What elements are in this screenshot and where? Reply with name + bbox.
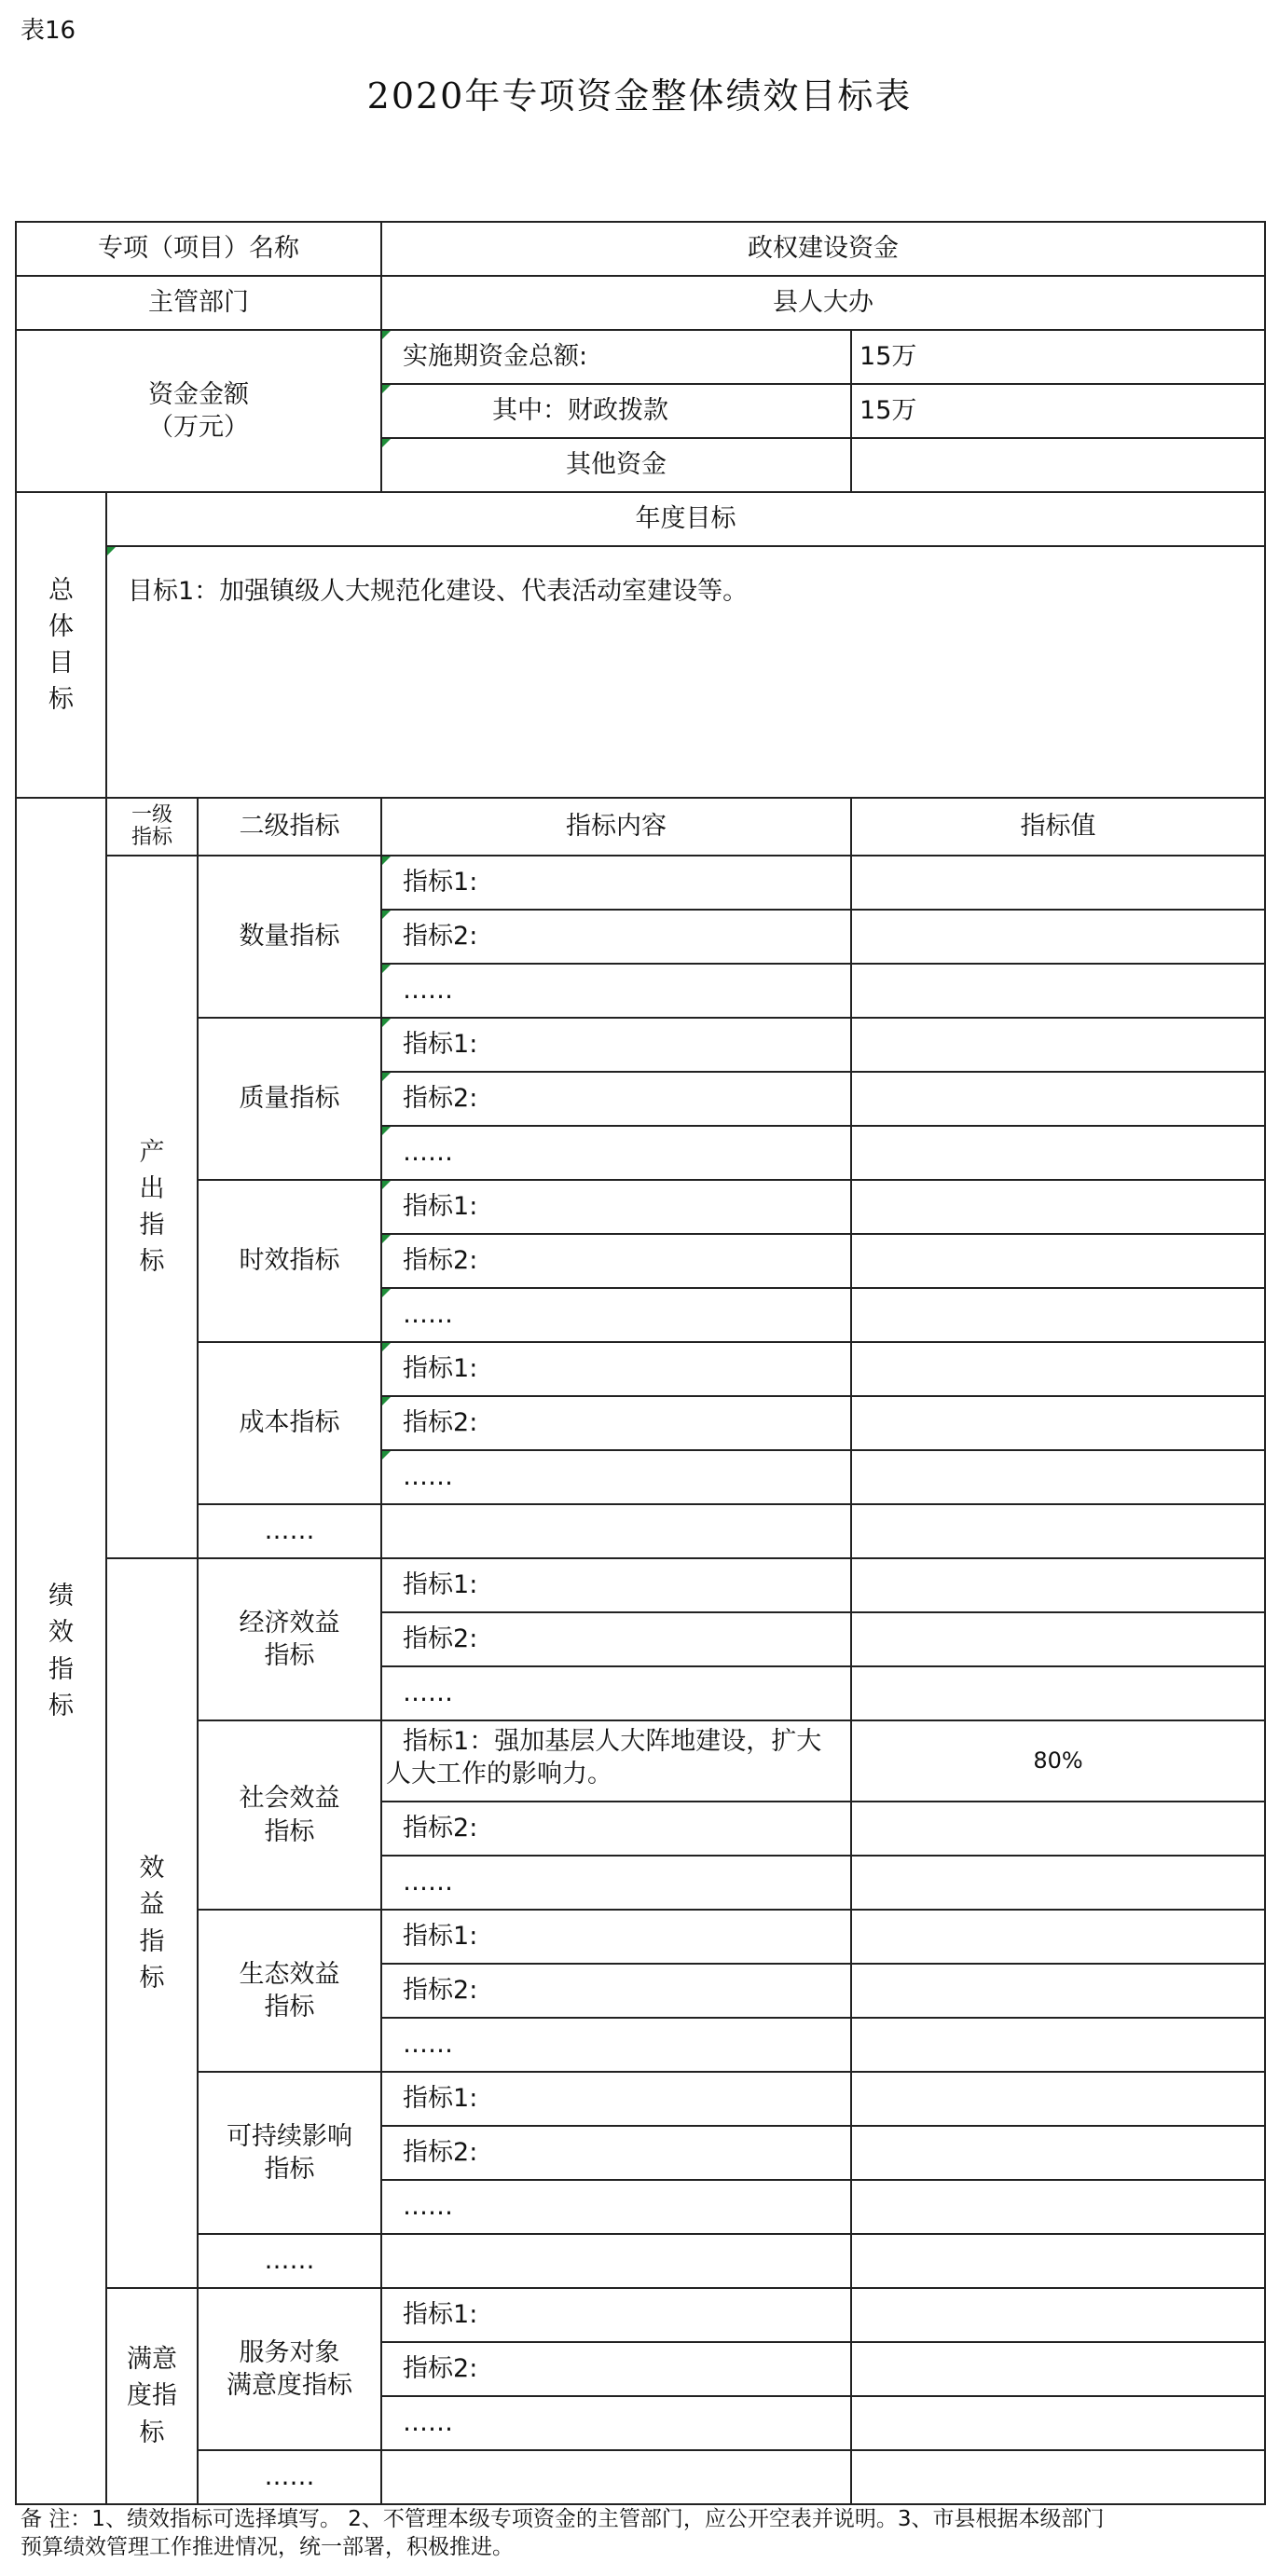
fund-amount-label xyxy=(16,330,381,492)
level2-header: 二级指标 xyxy=(198,798,381,856)
metric-item: …… xyxy=(381,1126,851,1180)
metric-row xyxy=(16,1910,1265,1964)
metrics-header-row xyxy=(16,798,1265,856)
metric-value xyxy=(851,1612,1265,1666)
quality-metrics-label: 质量指标 xyxy=(198,1018,381,1180)
level2-ellipsis: …… xyxy=(198,2450,381,2504)
metric-value xyxy=(851,2180,1265,2234)
metric-value xyxy=(851,1072,1265,1126)
overall-goal-char: 总 xyxy=(48,575,74,605)
department-label: 主管部门 xyxy=(16,276,381,330)
benefit-label-char: 益 xyxy=(139,1890,165,1920)
benefit-label-char: 指 xyxy=(139,1926,165,1956)
metric-item xyxy=(381,2450,851,2504)
department-value: 县人大办 xyxy=(381,276,1265,330)
metric-value xyxy=(851,1126,1265,1180)
metric-item: …… xyxy=(381,2180,851,2234)
metric-value xyxy=(851,2450,1265,2504)
metric-value xyxy=(851,1396,1265,1450)
metrics-label-char: 绩 xyxy=(48,1582,74,1611)
metric-value xyxy=(851,1450,1265,1504)
metrics-label-char: 效 xyxy=(48,1618,74,1648)
annual-goal-row xyxy=(16,546,1265,798)
label-line: 服务对象 xyxy=(239,2337,340,2367)
metric-item: 指标2: xyxy=(381,1964,851,2018)
metric-item: …… xyxy=(381,1856,851,1910)
label-line: 指标 xyxy=(264,1641,315,1670)
label-line: 满意 xyxy=(127,2345,177,2375)
department-row xyxy=(16,276,1265,330)
output-label-char: 产 xyxy=(139,1137,165,1167)
metric-value xyxy=(851,1666,1265,1720)
service-satisfaction-label xyxy=(198,2288,381,2450)
metric-row xyxy=(16,1720,1265,1802)
level1-header-line2: 指标 xyxy=(131,826,172,849)
metric-value xyxy=(851,2234,1265,2288)
label-line: 指标 xyxy=(264,1816,315,1846)
metric-value xyxy=(851,1964,1265,2018)
metric-value xyxy=(851,1910,1265,1964)
metric-value xyxy=(851,1288,1265,1342)
metric-item: 指标1: xyxy=(381,1180,851,1234)
metric-row xyxy=(16,2072,1265,2126)
metric-item: 指标1: xyxy=(381,856,851,910)
metric-value xyxy=(851,1856,1265,1910)
label-line: 满意度指标 xyxy=(227,2371,353,2400)
metric-item: 指标1: xyxy=(381,2288,851,2342)
label-line: 标 xyxy=(139,2418,165,2447)
timeliness-metrics-label: 时效指标 xyxy=(198,1180,381,1342)
benefit-label-char: 效 xyxy=(139,1854,165,1884)
total-fund-label: 实施期资金总额: xyxy=(381,330,851,384)
output-label-char: 出 xyxy=(139,1173,165,1203)
social-benefit-label xyxy=(198,1720,381,1910)
metric-value xyxy=(851,2288,1265,2342)
level1-header-line1: 一级 xyxy=(131,802,172,827)
metric-value xyxy=(851,1504,1265,1558)
document-title: 2020年专项资金整体绩效目标表 xyxy=(366,75,913,116)
metric-item: 指标2: xyxy=(381,1072,851,1126)
level1-header xyxy=(106,798,198,856)
metric-item: 指标2: xyxy=(381,2342,851,2396)
metric-item: 指标1: xyxy=(381,1558,851,1612)
level2-ellipsis: …… xyxy=(198,1504,381,1558)
metric-row xyxy=(16,2234,1265,2288)
metric-value xyxy=(851,910,1265,964)
metric-value xyxy=(851,2018,1265,2072)
label-line: 社会效益 xyxy=(239,1784,340,1814)
fund-total-row xyxy=(16,330,1265,384)
fiscal-fund-label: 其中：财政拨款 xyxy=(381,384,851,438)
project-name-label: 专项（项目）名称 xyxy=(16,222,381,276)
metric-row xyxy=(16,1558,1265,1612)
metric-value xyxy=(851,2126,1265,2180)
project-name-row xyxy=(16,222,1265,276)
metric-row xyxy=(16,2288,1265,2342)
satisfaction-metrics-label xyxy=(106,2288,198,2504)
level2-ellipsis: …… xyxy=(198,2234,381,2288)
metric-row xyxy=(16,2450,1265,2504)
overall-goal-char: 标 xyxy=(48,685,74,715)
label-line: 经济效益 xyxy=(239,1608,340,1637)
output-label-char: 标 xyxy=(139,1247,165,1277)
metric-item: 指标2: xyxy=(381,1612,851,1666)
metric-value xyxy=(851,2072,1265,2126)
metric-item: …… xyxy=(381,964,851,1018)
metric-item: 指标1: xyxy=(381,1342,851,1396)
metric-value xyxy=(851,1342,1265,1396)
metrics-label-char: 指 xyxy=(48,1654,74,1684)
annual-goal-text: 目标1：加强镇级人大规范化建设、代表活动室建设等。 xyxy=(106,546,1265,798)
metric-item: 指标1: xyxy=(381,1018,851,1072)
metric-item: 指标2: xyxy=(381,1234,851,1288)
sustainable-impact-label xyxy=(198,2072,381,2234)
output-metrics-label xyxy=(106,856,198,1558)
label-line: 生态效益 xyxy=(239,1959,340,1989)
metric-row xyxy=(16,1018,1265,1072)
metric-value xyxy=(851,964,1265,1018)
metric-item xyxy=(381,1504,851,1558)
fund-amount-label-line2: （万元） xyxy=(148,413,250,442)
metric-value xyxy=(851,1180,1265,1234)
annual-goal-header: 年度目标 xyxy=(106,492,1265,546)
metrics-label-char: 标 xyxy=(48,1691,74,1720)
metric-item: …… xyxy=(381,2018,851,2072)
metric-item: …… xyxy=(381,1666,851,1720)
metric-item: …… xyxy=(381,1450,851,1504)
economic-benefit-label xyxy=(198,1558,381,1720)
metric-value xyxy=(851,1234,1265,1288)
metric-row xyxy=(16,1342,1265,1396)
other-fund-label: 其他资金 xyxy=(381,438,851,492)
fiscal-fund-value: 15万 xyxy=(851,384,1265,438)
cost-metrics-label: 成本指标 xyxy=(198,1342,381,1504)
label-line: 度指 xyxy=(127,2381,177,2411)
overall-goal-char: 体 xyxy=(48,611,74,641)
benefit-label-char: 标 xyxy=(139,1963,165,1993)
label-line: 指标 xyxy=(264,1993,315,2021)
performance-goal-table xyxy=(15,221,1266,2505)
metric-value xyxy=(851,1018,1265,1072)
footnote-line-1: 备 注：1、绩效指标可选择填写。 2、不管理本级专项资金的主管部门，应公开空表并说明。3、市县根据本级部门 xyxy=(21,2507,1105,2531)
metric-item: 指标1: xyxy=(381,2072,851,2126)
footnote-line-2: 预算绩效管理工作推进情况，统一部署，积极推进。 xyxy=(21,2535,514,2559)
metric-row xyxy=(16,1504,1265,1558)
value-header: 指标值 xyxy=(851,798,1265,856)
output-label-char: 指 xyxy=(139,1211,165,1240)
social-benefit-item-1: 指标1：强加基层人大阵地建设，扩大人大工作的影响力。 xyxy=(381,1720,851,1802)
annual-goal-header-row xyxy=(16,492,1265,546)
metric-value xyxy=(851,856,1265,910)
label-line: 可持续影响 xyxy=(227,2121,353,2151)
quantity-metrics-label: 数量指标 xyxy=(198,856,381,1018)
metric-value xyxy=(851,1558,1265,1612)
metric-row xyxy=(16,856,1265,910)
metric-item: 指标2: xyxy=(381,2126,851,2180)
metric-item: …… xyxy=(381,1288,851,1342)
overall-goal-char: 目 xyxy=(48,649,74,678)
metric-item: 指标1: xyxy=(381,1910,851,1964)
content-header: 指标内容 xyxy=(381,798,851,856)
project-name-value: 政权建设资金 xyxy=(381,222,1265,276)
metric-value xyxy=(851,2396,1265,2450)
total-fund-value: 15万 xyxy=(851,330,1265,384)
table-number: 表16 xyxy=(21,17,76,45)
metric-item: …… xyxy=(381,2396,851,2450)
metric-row xyxy=(16,1180,1265,1234)
performance-metrics-label xyxy=(16,798,106,2504)
benefit-metrics-label xyxy=(106,1558,198,2288)
metric-value xyxy=(851,2342,1265,2396)
metric-item: 指标2: xyxy=(381,910,851,964)
metric-item xyxy=(381,2234,851,2288)
metric-item: 指标2: xyxy=(381,1802,851,1856)
ecological-benefit-label xyxy=(198,1910,381,2072)
fund-amount-label-line1: 资金金额 xyxy=(148,379,250,409)
overall-goal-label xyxy=(16,492,106,798)
social-benefit-value: 80% xyxy=(851,1720,1265,1802)
footnote xyxy=(21,2505,1260,2561)
metric-value xyxy=(851,1802,1265,1856)
metric-item: 指标2: xyxy=(381,1396,851,1450)
label-line: 指标 xyxy=(264,2155,315,2184)
other-fund-value xyxy=(851,438,1265,492)
